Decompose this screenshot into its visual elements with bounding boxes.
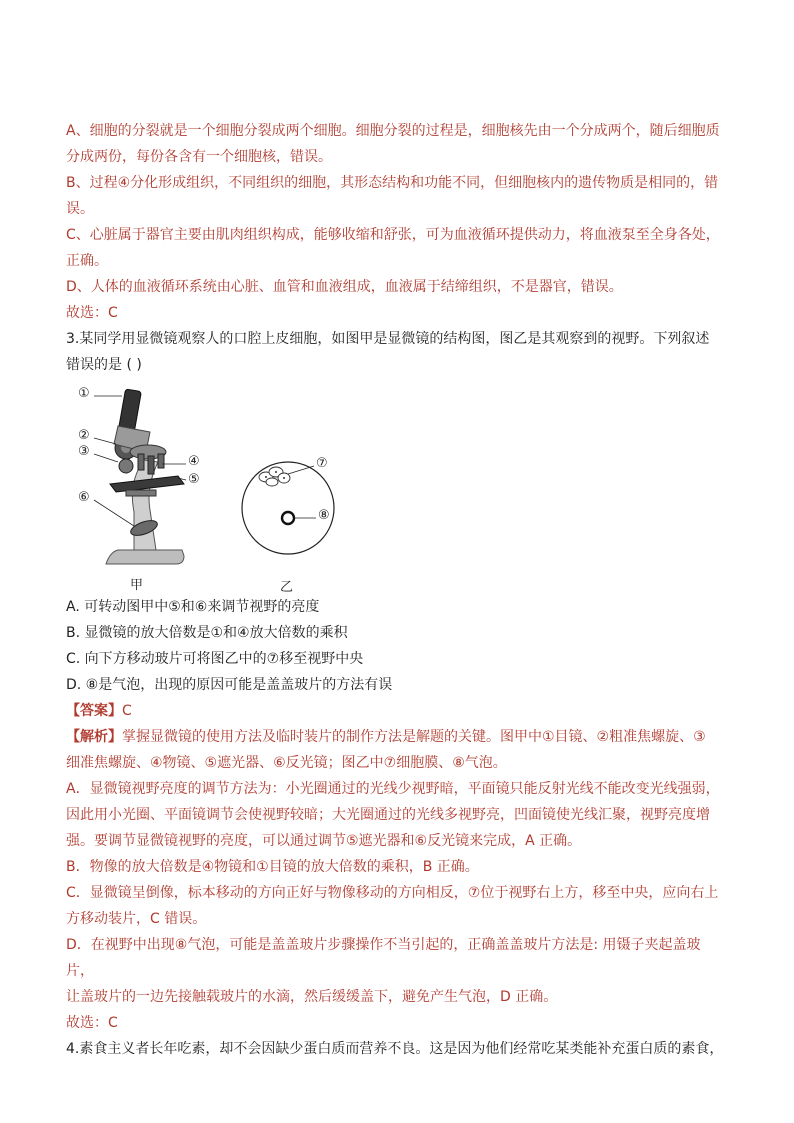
option-d: D. ⑧是气泡，出现的原因可能是盖盖玻片的方法有误	[66, 677, 393, 693]
explanation-d-line1: D、人体的血液循环系统由心脏、血管和血液组成，血液属于结缔组织，不是器官，错误。	[66, 279, 623, 295]
analysis-a-line1: A．显微镜视野亮度的调节方法为：小光圈通过的光线少视野暗，平面镜只能反射光线不能改变光线强弱，	[66, 781, 720, 797]
analysis-line2: 细准焦螺旋、④物镜、⑤遮光器、⑥反光镜；图乙中⑦细胞膜、⑧气泡。	[66, 755, 507, 771]
option-a: A. 可转动图甲中⑤和⑥来调节视野的亮度	[66, 599, 320, 615]
answer-line	[66, 698, 726, 724]
option-b: B. 显微镜的放大倍数是①和④放大倍数的乘积	[66, 625, 348, 641]
explanation-b-line1: B、过程④分化形成组织，不同组织的细胞，其形态结构和功能不同，但细胞核内的遗传物质是相同的，错	[66, 175, 719, 191]
figure-label-4: ④	[188, 454, 200, 469]
answer-value: C	[122, 703, 132, 719]
analysis-label: 【解析】	[66, 729, 122, 745]
answer-label: 【答案】	[66, 703, 122, 719]
explanation-a-line2: 分成两份，每份各含有一个细胞核，错误。	[66, 149, 332, 165]
question3-figure	[66, 382, 726, 594]
question4-stem-line1: 4.素食主义者长年吃素，却不会因缺少蛋白质而营养不良。这是因为他们经常吃某类能补充蛋白质的素食，	[66, 1041, 724, 1057]
figure-label-3: ③	[78, 444, 90, 459]
microscope-drawing	[94, 389, 186, 564]
choose-answer-q3: 故选：C	[66, 1015, 118, 1031]
explanation-b-line2: 误。	[66, 201, 94, 217]
figure-caption-jia: 甲	[130, 578, 144, 593]
analysis-a-line2: 因此用小光圈、平面镜调节会使视野较暗；大光圈通过的光线多视野亮，凹面镜使光线汇聚，视野亮度增	[66, 807, 710, 823]
document-page	[66, 118, 726, 1062]
explanation-c-line1: C、心脏属于器官主要由肌肉组织构成，能够收缩和舒张，可为血液循环提供动力，将血液泵至全身各处，	[66, 227, 720, 243]
question3-stem-line2: 错误的是 ( )	[66, 357, 142, 373]
analysis-b-line1: B．物像的放大倍数是④物镜和①目镜的放大倍数的乘积，B 正确。	[66, 859, 479, 875]
option-c: C. 向下方移动玻片可将图乙中的⑦移至视野中央	[66, 651, 364, 667]
explanation-a-line1: A、细胞的分裂就是一个细胞分裂成两个细胞。细胞分裂的过程是，细胞核先由一个分成两个，随后细胞质	[66, 123, 720, 139]
figure-label-8: ⑧	[318, 508, 330, 523]
figure-label-5: ⑤	[188, 472, 200, 487]
figure-label-7: ⑦	[316, 456, 328, 471]
figure-label-2: ②	[78, 428, 90, 443]
analysis-d-line1: D．在视野中出现⑧气泡，可能是盖盖玻片步骤操作不当引起的，正确盖盖玻片方法是: 用镊子夹起盖玻片，	[66, 937, 701, 979]
analysis-line1	[66, 724, 726, 750]
figure-label-6: ⑥	[78, 490, 90, 505]
analysis-d-line2: 让盖玻片的一边先接触载玻片的水滴，然后缓缓盖下，避免产生气泡，D 正确。	[66, 989, 558, 1005]
analysis-text-1: 掌握显微镜的使用方法及临时装片的制作方法是解题的关键。图甲中①目镜、②粗准焦螺旋、③	[122, 729, 706, 745]
choose-answer-top: 故选：C	[66, 305, 118, 321]
microscope-figure	[66, 382, 726, 594]
analysis-c-line1: C．显微镜呈倒像，标本移动的方向正好与物像移动的方向相反，⑦位于视野右上方，移至中央，应向右上	[66, 885, 719, 901]
figure-caption-yi: 乙	[280, 580, 294, 595]
analysis-c-line2: 方移动装片，C 错误。	[66, 911, 207, 927]
explanation-c-line2: 正确。	[66, 253, 108, 269]
figure-label-1: ①	[78, 386, 90, 401]
analysis-a-line3: 强。要调节显微镜视野的亮度，可以通过调节⑤遮光器和⑥反光镜来完成，A 正确。	[66, 833, 582, 849]
question3-stem-line1: 3.某同学用显微镜观察人的口腔上皮细胞，如图甲是显微镜的结构图，图乙是其观察到的视野。下列叙述	[66, 331, 710, 347]
